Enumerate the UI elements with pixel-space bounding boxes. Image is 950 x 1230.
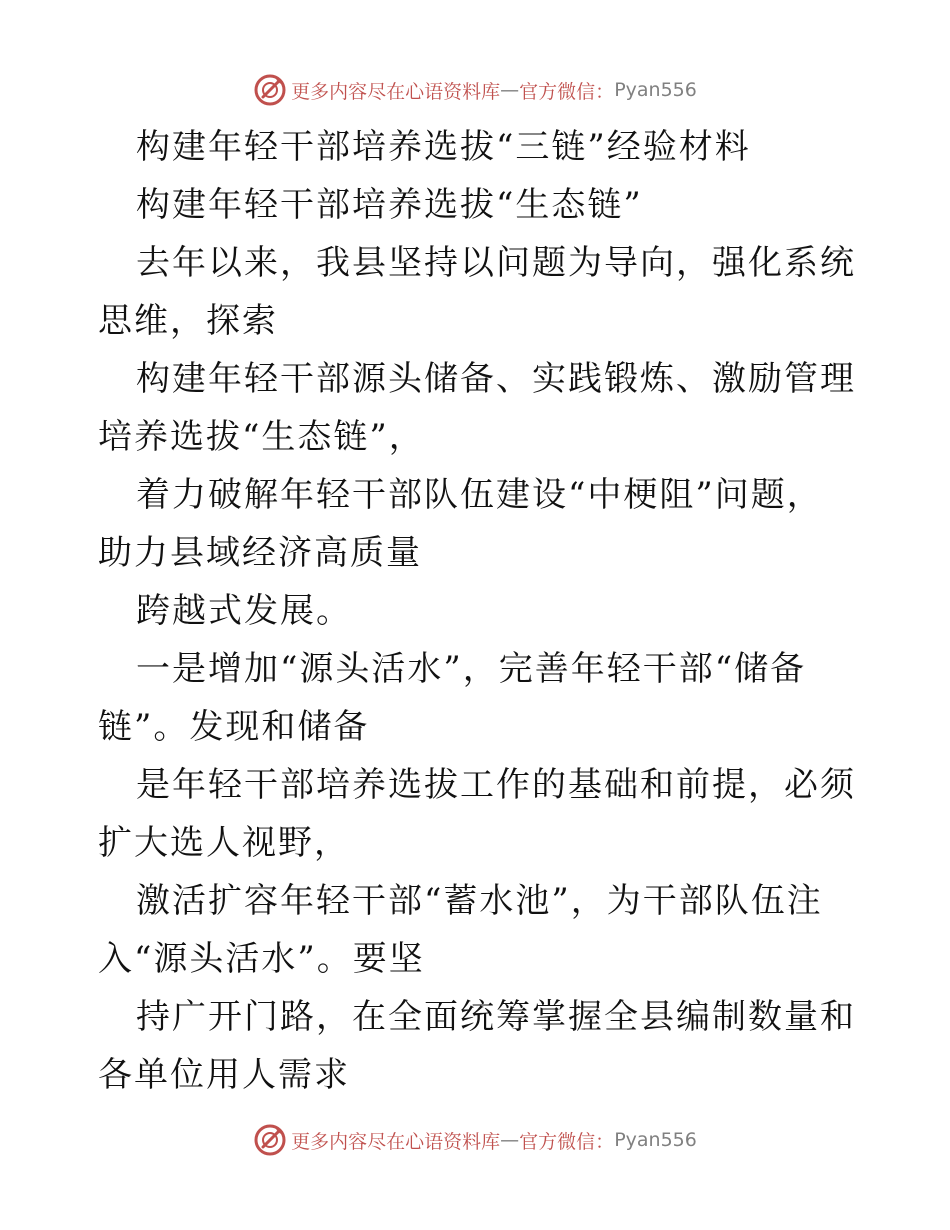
brand-logo-icon	[253, 73, 287, 107]
header-slogan: 更多内容尽在心语资料库	[291, 80, 501, 103]
footer-wechat-id: Pyan556	[614, 1129, 697, 1151]
paragraph-1: 构建年轻干部培养选拔“三链”经验材料	[136, 127, 751, 167]
footer-banner	[0, 1120, 950, 1160]
paragraph-6: 跨越式发展。	[136, 591, 352, 631]
paragraph-2: 构建年轻干部培养选拔“生态链”	[136, 185, 643, 225]
brand-logo-icon	[253, 1123, 287, 1157]
footer-dash: —	[500, 1129, 520, 1151]
footer-slogan: 更多内容尽在心语资料库	[291, 1130, 501, 1153]
header-dash: —	[500, 79, 520, 101]
paragraph-3: 去年以来，我县坚持以问题为导向，强化系统思维，探索	[98, 243, 856, 341]
document-body	[98, 118, 858, 1104]
paragraph-8: 是年轻干部培养选拔工作的基础和前提，必须扩大选人视野，	[98, 765, 856, 863]
header-wechat-id: Pyan556	[614, 79, 697, 101]
paragraph-4: 构建年轻干部源头储备、实践锻炼、激励管理培养选拔“生态链”，	[98, 359, 856, 457]
paragraph-10: 持广开门路，在全面统筹掌握全县编制数量和各单位用人需求	[98, 997, 856, 1095]
paragraph-5: 着力破解年轻干部队伍建设“中梗阻”问题，助力县域经济高质量	[98, 475, 823, 573]
footer-wechat-label: 官方微信：	[519, 1130, 615, 1153]
paragraph-9: 激活扩容年轻干部“蓄水池”，为干部队伍注入“源头活水”。要坚	[98, 881, 823, 979]
header-wechat-label: 官方微信：	[519, 80, 615, 103]
header-banner	[0, 70, 950, 110]
paragraph-7: 一是增加“源头活水”，完善年轻干部“储备链”。发现和储备	[98, 649, 807, 747]
